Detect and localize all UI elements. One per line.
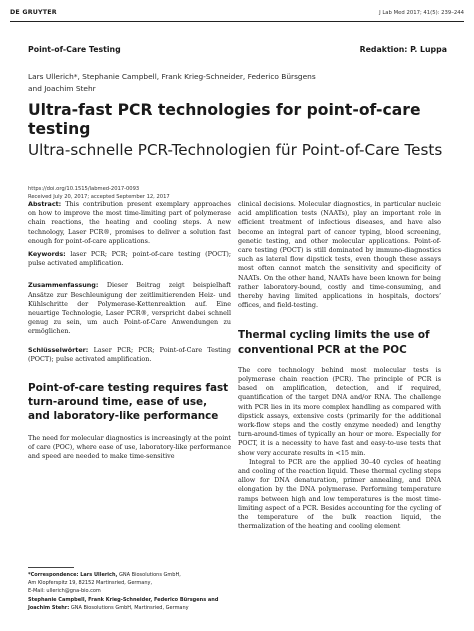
author-list [28,71,448,95]
schluesselwoerter [28,346,231,364]
right-paragraph-1: clinical decisions. Molecular diagnostics, in particular nucleic acid amplification tests (NAATs), play an important role in efficient treatment of infectious diseases, and have also become an integral part of cancer typing, blood screening, genetic testing, and other molecular applications. Point-of-care testing (POCT) is still dominated by immuno-diagnostics such as lateral flow dipstick tests, even though these assays most often cannot match the sensitivity and specificity of NAATs. On the other hand, NAATs have been known for being rather laboratory-bound, costly and time-consuming, and thereby having limited applications in hospitals, doctors’ offices, and field-testing. [238,200,441,310]
section-heading-2: Thermal cycling limits the use of conventional PCR at the POC [238,329,430,356]
correspondence-org: GNA Biosolutions GmbH, [119,572,181,578]
title-german: Ultra-schnelle PCR-Technologien für Point-of-Care Tests [28,141,443,159]
abstract-text: This contribution present exemplary approaches on how to improve the most time-limiting part of polymerase chain reactions, the heating and cooling steps. A new technology, Laser PCR®, promises to deliver a solution fast enough for point-of-care applications. [28,200,231,245]
keywords-label: Keywords: [28,250,66,259]
right-paragraph-3: Integral to PCR are the applied 30–40 cycles of heating and cooling of the reaction liquid. These thermal cycling steps allow for DNA denaturation, primer annealing, and DNA elongation by the DNA polymerase. Performing temperature ramps between high and low temperatures is the most time-limiting aspect of a PCR. Besides accounting for the cycling of the temperature of the bulk reaction liquid, the thermalization of the heating and cooling element [238,457,441,531]
section-heading-1: Point-of-care testing requires fast turn-around time, ease of use, and laboratory-like performance [28,382,229,423]
journal-reference: J Lab Med 2017; 41(5): 239–244 [379,10,464,16]
correspondence-email[interactable]: E-Mail: ullerich@gna-bio.com [28,588,101,595]
publisher-name: DE GRUYTER [10,9,57,16]
author-line-1: Lars Ullerich*, Stephanie Campbell, Frank Krieg-Schneider, Federico Bürsgens [28,72,316,81]
footnote [28,571,238,612]
section-label: Point-of-Care Testing [28,45,121,54]
correspondence-label: *Correspondence: Lars Ullerich, [28,572,118,578]
footnote-rule [28,567,74,568]
coauthors-label: Stephanie Campbell, Frank Krieg-Schneider, Federico Bürsgens and Joachim Stehr: [28,596,219,611]
left-column [28,200,231,461]
schluesselwoerter-label: Schlüsselwörter: [28,345,89,354]
abstract-label: Abstract: [28,200,62,208]
section1-paragraph-1: The need for molecular diagnostics is increasingly at the point of care (POC), where ease of use, laboratory-like performance and speed are needed to make time-sensitive [28,433,231,461]
keywords [28,250,231,268]
editor-label: Redaktion: P. Luppa [359,45,447,54]
keywords-text: laser PCR; PCR; point-of-care testing (POCT); pulse activated amplification. [28,250,231,268]
right-paragraph-2: The core technology behind most molecular tests is polymerase chain reaction (PCR). The principle of PCR is based on amplification, detection, and if required, quantification of the target DNA and/or RNA. The challenge with PCR lies in its more complex handling as compared with dipstick assays, extensive costs (primarily for the additional work-flow steps and the costly enzyme needed) and lengthy turn-around-times of typically an hour or more. Especially for POCT, it is a necessity to have fast and easy-to-use tests that show very accurate results in <15 min. [238,365,441,457]
zusammenfassung-label: Zusammenfassung: [28,281,99,290]
doi-link[interactable]: https://doi.org/10.1515/labmed-2017-0093 [28,186,140,192]
correspondence-address: Am Klopferspitz 19, 82152 Martinsried, Germany, [28,580,153,587]
received-dates: Received July 20, 2017; accepted September 12, 2017 [28,194,170,201]
schluesselwoerter-text: Laser PCR; PCR; Point-of-Care Testing (POCT); pulse activated amplification. [28,345,231,363]
zusammenfassung-text: Dieser Beitrag zeigt beispielhaft Ansätze zur Beschleunigung der zeitlimitierenden Heiz- und Kühlschritte der Polymerase-Kettenreaktion auf. Eine neuartige Technologie, Laser PCR®, verspricht dabei schnell genug zu sein, um auch Point-of-Care Anwendungen zu ermöglichen. [28,281,231,336]
header-rule [10,21,464,22]
coauthors-org: GNA Biosolutions GmbH, Martinsried, Germany [70,604,189,611]
zusammenfassung [28,281,231,336]
title-english: Ultra-fast PCR technologies for point-of-care testing [28,101,421,138]
abstract [28,200,231,246]
right-column [238,200,441,532]
author-line-2: and Joachim Stehr [28,84,96,93]
